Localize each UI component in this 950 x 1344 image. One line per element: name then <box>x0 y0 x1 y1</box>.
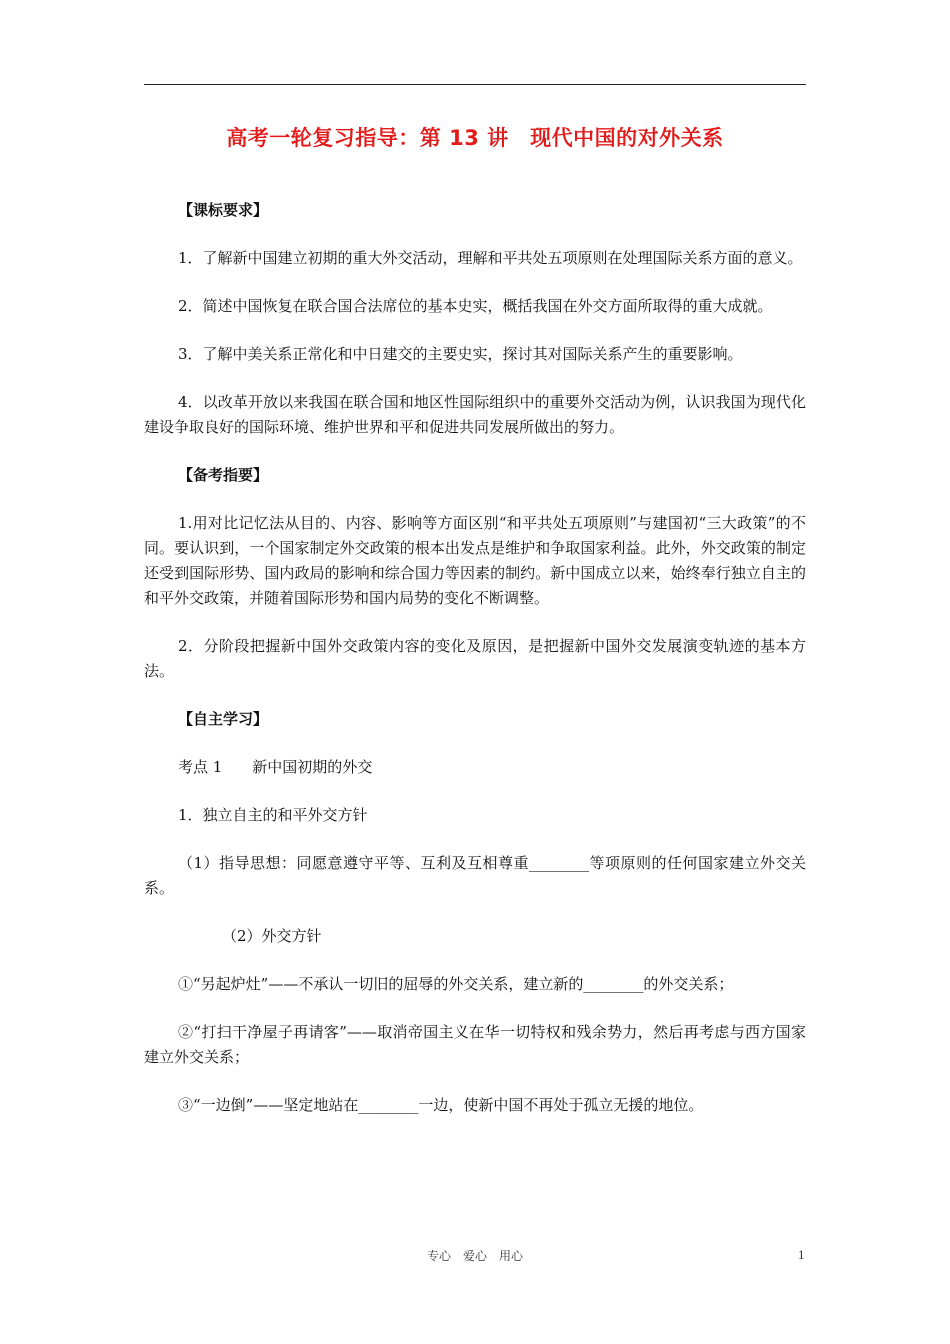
list-item: （2）外交方针 <box>222 927 322 945</box>
list-item: ③“一边倒”——坚定地站在________一边，使新中国不再处于孤立无援的地位。 <box>178 1096 704 1114</box>
header-rule <box>144 84 806 85</box>
document-title: 高考一轮复习指导：第 13 讲 现代中国的对外关系 <box>226 126 724 150</box>
paragraph: 4．以改革开放以来我国在联合国和地区性国际组织中的重要外交活动为例，认识我国为现代化建设争取良好的国际环境、维护世界和平和促进共同发展所做出的努力。 <box>144 393 806 436</box>
list-item: （1）指导思想：同愿意遵守平等、互利及互相尊重________等项原则的任何国家建立外交关系。 <box>144 854 806 897</box>
exam-point-title: 考点 1 新中国初期的外交 <box>178 758 373 776</box>
list-item: 1．独立自主的和平外交方针 <box>178 806 368 824</box>
paragraph: 1．了解新中国建立初期的重大外交活动，理解和平共处五项原则在处理国际关系方面的意义。 <box>178 249 803 267</box>
section-heading-curriculum: 【课标要求】 <box>178 201 269 219</box>
paragraph: 2．简述中国恢复在联合国合法席位的基本史实，概括我国在外交方面所取得的重大成就。 <box>178 297 773 315</box>
document-body <box>144 198 806 1118</box>
list-item: ①“另起炉灶”——不承认一切旧的屈辱的外交关系，建立新的________的外交关系； <box>178 975 734 993</box>
section-heading-self-study: 【自主学习】 <box>178 710 269 728</box>
paragraph: 2．分阶段把握新中国外交政策内容的变化及原因，是把握新中国外交发展演变轨迹的基本方法。 <box>144 637 806 680</box>
paragraph: 1.用对比记忆法从目的、内容、影响等方面区别“和平共处五项原则”与建国初“三大政策”的不同。要认识到，一个国家制定外交政策的根本出发点是维护和争取国家利益。此外，外交政策的制定还受到国际形势、国内政局的影响和综合国力等因素的制约。新中国成立以来，始终奉行独立自主的和平外交政策，并随着国际形势和国内局势的变化不断调整。 <box>144 514 806 607</box>
paragraph: 3．了解中美关系正常化和中日建交的主要史实，探讨其对国际关系产生的重要影响。 <box>178 345 743 363</box>
page-number: 1 <box>798 1247 805 1262</box>
list-item: ②“打扫干净屋子再请客”——取消帝国主义在华一切特权和残余势力，然后再考虑与西方国家建立外交关系； <box>144 1023 806 1066</box>
footer-slogan: 专心 爱心 用心 <box>426 1249 523 1263</box>
section-heading-exam-guide: 【备考指要】 <box>178 466 269 484</box>
